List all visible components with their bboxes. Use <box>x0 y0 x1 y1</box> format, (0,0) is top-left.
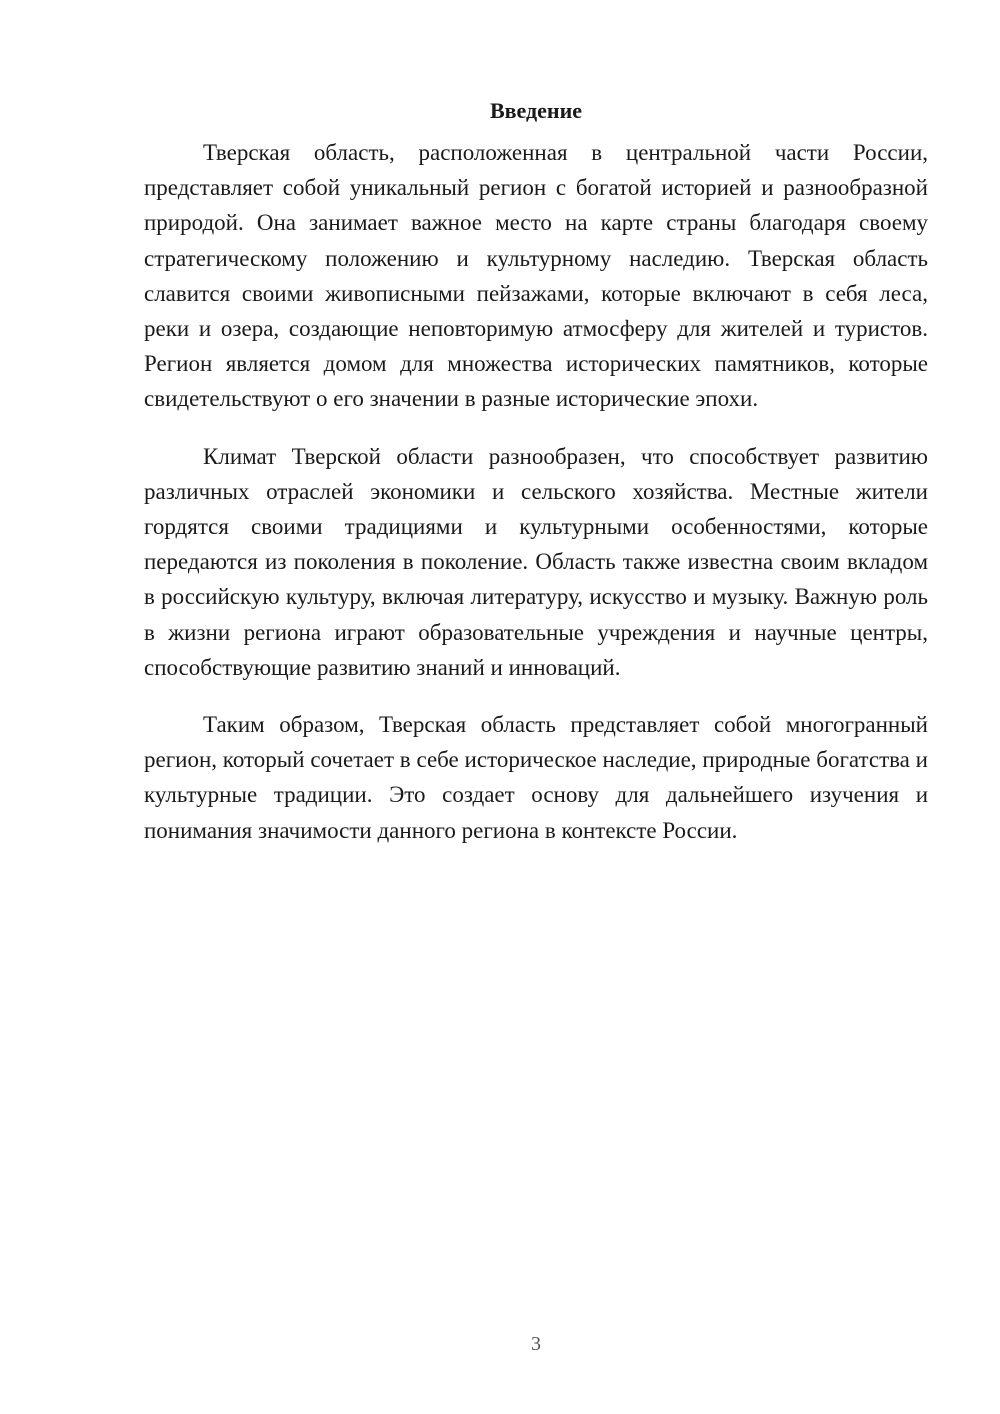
page-number: 3 <box>531 1333 541 1355</box>
section-heading: Введение <box>489 98 583 123</box>
paragraph-1: Тверская область, расположенная в центральной части России, представляет собой уникальный регион с богатой историей и разнообразной природой. Она занимает важное место на карте страны благодаря своему стратегическому положению и культурному наследию. Тверская область славится своими живописными пейзажами, которые включают в себя леса, реки и озера, создающие неповторимую атмосферу для жителей и туристов. Регион является домом для множества исторических памятников, которые свидетельствуют о его значении в разные исторические эпохи. <box>144 140 928 412</box>
paragraph-2: Климат Тверской области разнообразен, что способствует развитию различных отраслей экономики и сельского хозяйства. Местные жители гордятся своими традициями и культурными особенностями, которые передаются из поколения в поколение. Область также известна своим вкладом в российскую культуру, включая литературу, искусство и музыку. Важную роль в жизни региона играют образовательные учреждения и научные центры, способствующие развитию знаний и инноваций. <box>144 443 928 680</box>
paragraph-3: Таким образом, Тверская область представляет собой многогранный регион, который сочетает в себе историческое наследие, природные богатства и культурные традиции. Это создает основу для дальнейшего изучения и понимания значимости данного региона в контексте России. <box>144 712 928 843</box>
page-content <box>144 95 928 870</box>
